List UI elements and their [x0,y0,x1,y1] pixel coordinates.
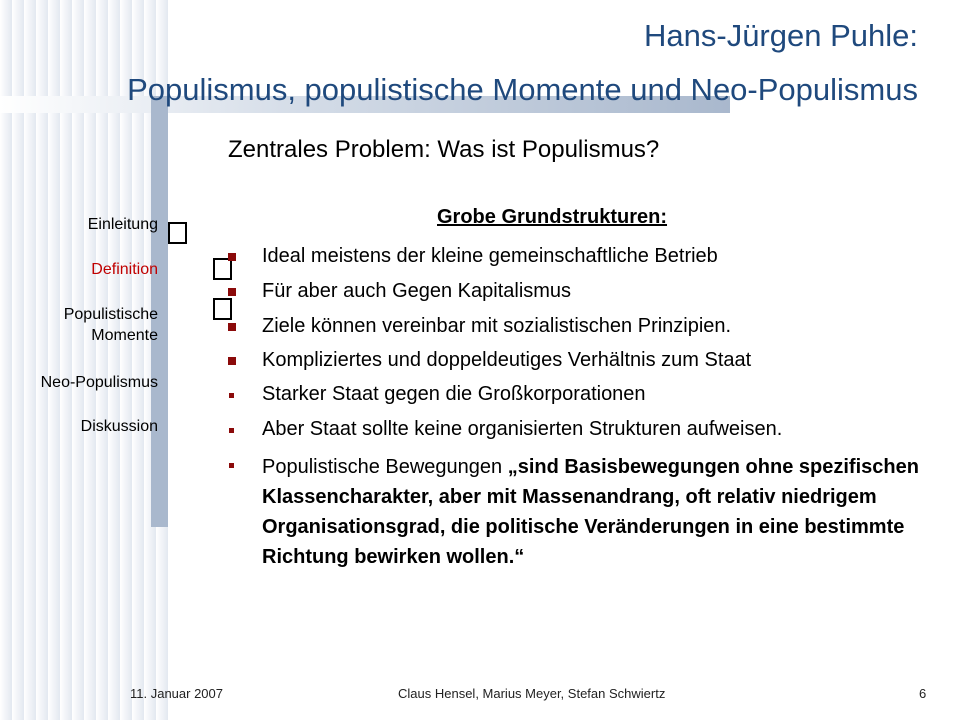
nav-item-populistische-momente[interactable] [8,304,158,346]
small-square-bullet-icon [229,393,234,398]
nav-item-einleitung[interactable]: Einleitung [87,216,158,233]
nav-checkbox-icon [213,298,232,320]
square-bullet-icon [228,357,236,365]
square-bullet-icon [228,323,236,331]
square-bullet-icon [228,288,236,296]
quote-text: „sind Basisbewegungen ohne spezifischen Klassencharakter, aber mit Massenandrang, oft relativ niedrigem Organisationsgrad, die politische Veränderungen in eine bestimmte Richtung bewirken wollen.“ [262,456,919,568]
slide-title-line2: Populismus, populistische Momente und Neo-Populismus [127,72,918,107]
square-bullet-icon [228,253,236,261]
small-square-bullet-icon [229,428,234,433]
quote-prefix: Populistische Bewegungen [262,456,508,478]
slide-subtitle: Zentrales Problem: Was ist Populismus? [228,136,660,163]
nav-checkbox-icon [168,222,187,244]
nav-item-label-line2: Momente [91,327,158,344]
nav-checkbox-icon [213,258,232,280]
footer-date: 11. Januar 2007 [130,686,223,701]
nav-item-diskussion[interactable]: Diskussion [80,418,158,435]
quote-list-item [262,452,922,572]
footer-authors: Claus Hensel, Marius Meyer, Stefan Schwiertz [398,686,666,701]
nav-item-neo-populismus[interactable]: Neo-Populismus [40,374,158,391]
small-square-bullet-icon [229,463,234,468]
slide-title-line1: Hans-Jürgen Puhle: [644,18,918,53]
footer-page-number: 6 [919,686,927,701]
nav-item-label-line1: Populistische [63,306,158,323]
nav-item-definition[interactable]: Definition [91,261,158,278]
content-heading: Grobe Grundstrukturen: [437,206,668,228]
